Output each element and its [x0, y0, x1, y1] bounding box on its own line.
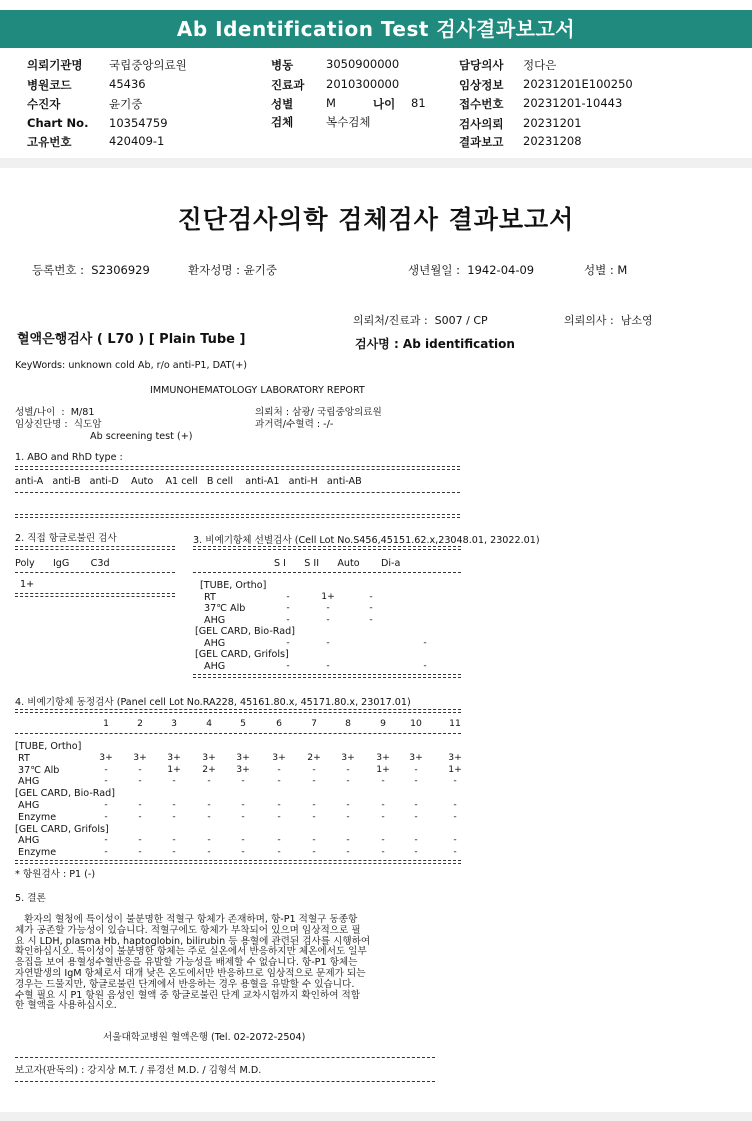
ordering-doctor: 의뢰의사 : 남소영	[564, 314, 653, 327]
info-label: 나이	[373, 97, 396, 111]
info-value: 3050900000	[326, 57, 400, 71]
panel-row-label: Enzyme	[15, 847, 57, 859]
panel-cell: -	[312, 834, 316, 846]
dat-poly-value: 1+	[20, 579, 35, 590]
panel-cell: -	[172, 810, 176, 822]
divider	[15, 709, 461, 713]
info-value: 2010300000	[326, 77, 400, 91]
panel-row-label: AHG	[15, 800, 40, 811]
panel-cell: -	[104, 799, 108, 810]
screening-cell: -	[326, 602, 330, 613]
birth-date: 생년월일 : 1942-04-09	[408, 263, 535, 277]
info-value: 국립중앙의료원	[109, 58, 187, 72]
exam-section: 혈액은행검사 ( L70 ) [ Plain Tube ]	[17, 332, 246, 347]
panel-cell: -	[312, 775, 316, 787]
screening-header: S I S II Auto Di-a	[274, 558, 401, 569]
info-value: 20231208	[523, 134, 582, 148]
panel-cell: 3+	[236, 763, 250, 775]
info-label: 담당의사	[459, 58, 504, 72]
panel-cell: -	[172, 775, 176, 787]
section-5-title: 5. 결론	[15, 893, 46, 904]
panel-column-label: 4	[206, 718, 212, 729]
section-4-title: 4. 비예기항체 동정검사 (Panel cell Lot No.RA228, 45161.80.x, 45171.80.x, 23017.01)	[15, 697, 411, 708]
screening-row-label: 37℃ Alb	[204, 603, 246, 614]
conclusion-line: 응집을 보여 용혈성수혈반응을 유발할 가능성을 배제할 수 없습니다. 항-P1 항체는	[15, 957, 358, 969]
panel-cell: -	[172, 799, 176, 810]
exam-name: 검사명 : Ab identification	[355, 337, 515, 351]
info-value: 20231201E100250	[523, 77, 633, 91]
divider	[15, 546, 175, 550]
panel-cell: 3+	[341, 751, 355, 763]
info-label: 병원코드	[27, 78, 72, 92]
abo-header: anti-A anti-B anti-D Auto A1 cell B cell anti-A1 anti-H anti-AB	[15, 476, 362, 487]
info-label: 성별	[271, 97, 294, 111]
divider	[15, 572, 175, 573]
divider	[15, 466, 460, 470]
info-label: 접수번호	[459, 97, 504, 111]
transfusion-history: 과거력/수혈력 : -/-	[255, 419, 334, 430]
info-label: 의뢰기관명	[27, 58, 83, 72]
panel-cell: -	[172, 834, 176, 846]
requester: 의뢰처 : 삼광/ 국립중앙의료원	[255, 407, 382, 418]
panel-cell: 3+	[167, 751, 181, 763]
panel-cell: 3+	[409, 751, 423, 763]
panel-cell: 1+	[167, 763, 181, 775]
info-value: M	[326, 96, 336, 110]
info-value: 윤기중	[109, 97, 143, 111]
panel-cell: -	[207, 834, 211, 846]
panel-cell: -	[346, 799, 350, 810]
panel-cell: 3+	[202, 751, 216, 763]
panel-cell: -	[277, 775, 281, 787]
panel-cell: -	[312, 799, 316, 810]
panel-cell: -	[346, 846, 350, 858]
panel-cell: -	[381, 846, 385, 858]
panel-cell: -	[346, 834, 350, 846]
panel-cell: -	[346, 775, 350, 787]
patient-info-panel	[0, 50, 752, 158]
patient-name: 환자성명 : 윤기중	[188, 263, 277, 277]
panel-cell: -	[277, 846, 281, 858]
panel-row-label: AHG	[15, 776, 40, 788]
panel-cell: -	[277, 799, 281, 810]
panel-cell: -	[241, 834, 245, 846]
info-label: 검체	[271, 115, 294, 129]
panel-cell: -	[207, 775, 211, 787]
conclusion-line: 자연발생의 IgM 항체로서 대개 낮은 온도에서만 반응하므로 임상적으로 문제가 되는	[15, 968, 366, 979]
screening-cell: -	[423, 659, 427, 671]
panel-column-label: 7	[311, 718, 317, 729]
panel-cell: -	[207, 810, 211, 822]
antigen-test: * 항원검사 : P1 (-)	[15, 869, 96, 880]
divider	[15, 733, 461, 734]
panel-cell: -	[241, 799, 245, 810]
divider	[193, 674, 461, 678]
screening-cell: -	[326, 636, 330, 648]
lab-report-title: IMMUNOHEMATOLOGY LABORATORY REPORT	[150, 385, 365, 396]
screening-row-label: [GEL CARD, Bio-Rad]	[195, 626, 295, 637]
panel-cell: -	[312, 846, 316, 858]
screening-cell: -	[326, 659, 330, 671]
report-title: Ab Identification Test 검사결과보고서	[0, 10, 752, 48]
panel-cell: -	[381, 810, 385, 822]
panel-column-label: 6	[276, 718, 282, 729]
panel-column-label: 10	[410, 718, 422, 729]
screening-row-label: AHG	[204, 637, 226, 649]
panel-cell: -	[207, 846, 211, 858]
panel-cell: -	[138, 763, 142, 775]
panel-row-label: [TUBE, Ortho]	[15, 741, 82, 752]
keywords: KeyWords: unknown cold Ab, r/o anti-P1, DAT(+)	[15, 360, 248, 371]
panel-cell: -	[277, 810, 281, 822]
info-value: 81	[411, 96, 426, 110]
panel-cell: -	[104, 763, 108, 775]
panel-cell: 2+	[307, 751, 321, 763]
info-value: 420409-1	[109, 134, 165, 148]
panel-cell: -	[241, 810, 245, 822]
panel-cell: -	[381, 834, 385, 846]
panel-cell: 3+	[448, 751, 462, 763]
info-label: 수진자	[27, 97, 61, 111]
screening-cell: -	[286, 659, 290, 671]
panel-cell: 3+	[376, 751, 390, 763]
panel-cell: -	[172, 846, 176, 858]
screening-cell: -	[326, 613, 330, 625]
panel-row-label: [GEL CARD, Grifols]	[15, 823, 109, 835]
panel-column-label: 5	[240, 718, 246, 729]
panel-row-label: RT	[15, 752, 30, 764]
screening-cell: -	[286, 636, 290, 648]
document-title: 진단검사의학 검체검사 결과보고서	[177, 205, 575, 234]
department: 의뢰처/진료과 : S007 / CP	[353, 314, 488, 327]
report-sheet	[0, 168, 752, 1112]
screening-cell: -	[369, 613, 373, 625]
conclusion-line: 체가 공존할 가능성이 있습니다. 적혈구에도 항체가 부착되어 있으며 임상적으로 필	[15, 924, 361, 936]
panel-cell: -	[346, 763, 350, 775]
divider	[15, 1057, 435, 1058]
divider	[15, 492, 460, 493]
panel-column-label: 8	[345, 718, 351, 729]
panel-cell: -	[138, 775, 142, 787]
screening-row-label: [TUBE, Ortho]	[200, 580, 267, 591]
panel-cell: -	[381, 799, 385, 810]
section-1-title: 1. ABO and RhD type :	[15, 452, 123, 463]
screening-result: Ab screening test (+)	[90, 431, 193, 442]
screening-row-label: AHG	[204, 660, 226, 672]
panel-cell: -	[312, 763, 316, 775]
section-3-title: 3. 비예기항체 선별검사 (Cell Lot No.S456,45151.62.x,23048.01, 23022.01)	[193, 535, 540, 546]
info-value: 20231201	[523, 116, 582, 130]
panel-cell: -	[453, 834, 457, 846]
info-value: 복수검체	[326, 115, 371, 129]
panel-cell: -	[453, 775, 457, 787]
panel-cell: -	[414, 775, 418, 787]
panel-column-label: 9	[380, 718, 386, 729]
panel-cell: 3+	[133, 751, 147, 763]
info-label: 고유번호	[27, 135, 72, 149]
screening-cell: -	[286, 602, 290, 613]
dat-header: Poly IgG C3d	[15, 558, 110, 569]
info-value: 정다은	[523, 58, 557, 72]
panel-row-label: 37℃ Alb	[15, 764, 60, 776]
panel-cell: -	[207, 799, 211, 810]
panel-row-label: AHG	[15, 835, 40, 847]
panel-cell: -	[414, 810, 418, 822]
sex: 성별 : M	[584, 263, 628, 277]
panel-cell: -	[104, 834, 108, 846]
info-label: 병동	[271, 58, 294, 72]
conclusion-line: 확인하십시오. 특이성이 불분명한 항체는 주로 실온에서 반응하지만 체온에서도 일부	[15, 946, 367, 958]
divider	[15, 514, 460, 518]
panel-column-label: 11	[449, 718, 461, 729]
panel-cell: -	[414, 846, 418, 858]
panel-cell: -	[104, 810, 108, 822]
divider	[193, 546, 461, 550]
conclusion-line: 요 시 LDH, plasma Hb, haptoglobin, bilirubin 등 용혈에 관련된 검사를 시행하여	[15, 935, 371, 947]
panel-cell: -	[414, 799, 418, 810]
info-label: Chart No.	[27, 116, 89, 130]
info-label: 임상정보	[459, 78, 504, 92]
panel-cell: -	[453, 810, 457, 822]
info-label: 검사의뢰	[459, 117, 504, 131]
section-2-title: 2. 직접 항글로불린 검사	[15, 533, 117, 544]
panel-column-label: 3	[171, 718, 177, 729]
panel-cell: -	[346, 810, 350, 822]
panel-cell: 3+	[272, 751, 286, 763]
info-label: 진료과	[271, 78, 305, 92]
screening-cell: -	[369, 590, 373, 602]
screening-cell: -	[423, 636, 427, 648]
info-value: 10354759	[109, 116, 168, 130]
panel-cell: -	[138, 846, 142, 858]
panel-cell: -	[414, 834, 418, 846]
panel-cell: -	[453, 799, 457, 810]
info-value: 20231201-10443	[523, 96, 623, 110]
panel-cell: -	[414, 763, 418, 775]
reporter: 보고자(판독의) : 강지상 M.T. / 류경선 M.D. / 김형석 M.D.	[15, 1065, 262, 1076]
conclusion-line: 경우는 드물지만, 항글로불린 단계에서 반응하는 경우 용혈을 유발할 수 있습니다.	[15, 978, 355, 990]
title-bar	[0, 0, 752, 50]
panel-cell: 3+	[236, 751, 250, 763]
screening-cell: -	[286, 590, 290, 602]
conclusion-line: 환자의 혈청에 특이성이 불분명한 적혈구 항체가 존재하며, 항-P1 적혈구 동종항	[15, 914, 358, 925]
sex-age: 성별/나이 : M/81	[15, 407, 95, 418]
panel-cell: -	[277, 763, 281, 775]
screening-cell: -	[286, 613, 290, 625]
panel-row-label: Enzyme	[15, 811, 57, 823]
panel-cell: -	[241, 775, 245, 787]
panel-cell: -	[104, 846, 108, 858]
panel-row-label: [GEL CARD, Bio-Rad]	[15, 788, 115, 800]
panel-cell: -	[104, 775, 108, 787]
panel-cell: -	[453, 846, 457, 858]
screening-row-label: [GEL CARD, Grifols]	[195, 649, 289, 660]
conclusion-line: 한 혈액을 사용하십시오.	[15, 1000, 117, 1012]
screening-row-label: AHG	[204, 614, 226, 626]
info-value: 45436	[109, 77, 146, 91]
divider	[15, 1081, 435, 1082]
panel-cell: -	[138, 810, 142, 822]
panel-cell: 1+	[376, 763, 390, 775]
clinical-diagnosis: 임상진단명 : 식도암	[15, 419, 102, 430]
panel-cell: -	[138, 834, 142, 846]
panel-cell: 1+	[448, 763, 462, 775]
panel-column-label: 1	[103, 718, 109, 729]
info-label: 결과보고	[459, 135, 504, 149]
divider	[193, 572, 461, 573]
screening-row-label: RT	[204, 591, 216, 603]
registration-number: 등록번호 : S2306929	[32, 263, 150, 277]
hospital-contact: 서울대학교병원 혈액은행 (Tel. 02-2072-2504)	[103, 1032, 306, 1043]
panel-cell: -	[312, 810, 316, 822]
divider	[15, 860, 461, 864]
panel-cell: -	[277, 834, 281, 846]
panel-cell: -	[381, 775, 385, 787]
panel-cell: 2+	[202, 763, 216, 775]
screening-cell: 1+	[321, 590, 335, 602]
screening-cell: -	[369, 602, 373, 613]
panel-cell: -	[241, 846, 245, 858]
divider	[15, 593, 175, 597]
conclusion-line: 수혈 필요 시 P1 항원 음성인 혈액 중 항글로불린 단계 교차시험까지 확인하여 적합	[15, 989, 361, 1001]
panel-cell: 3+	[99, 751, 113, 763]
panel-cell: -	[138, 799, 142, 810]
panel-column-label: 2	[137, 718, 143, 729]
